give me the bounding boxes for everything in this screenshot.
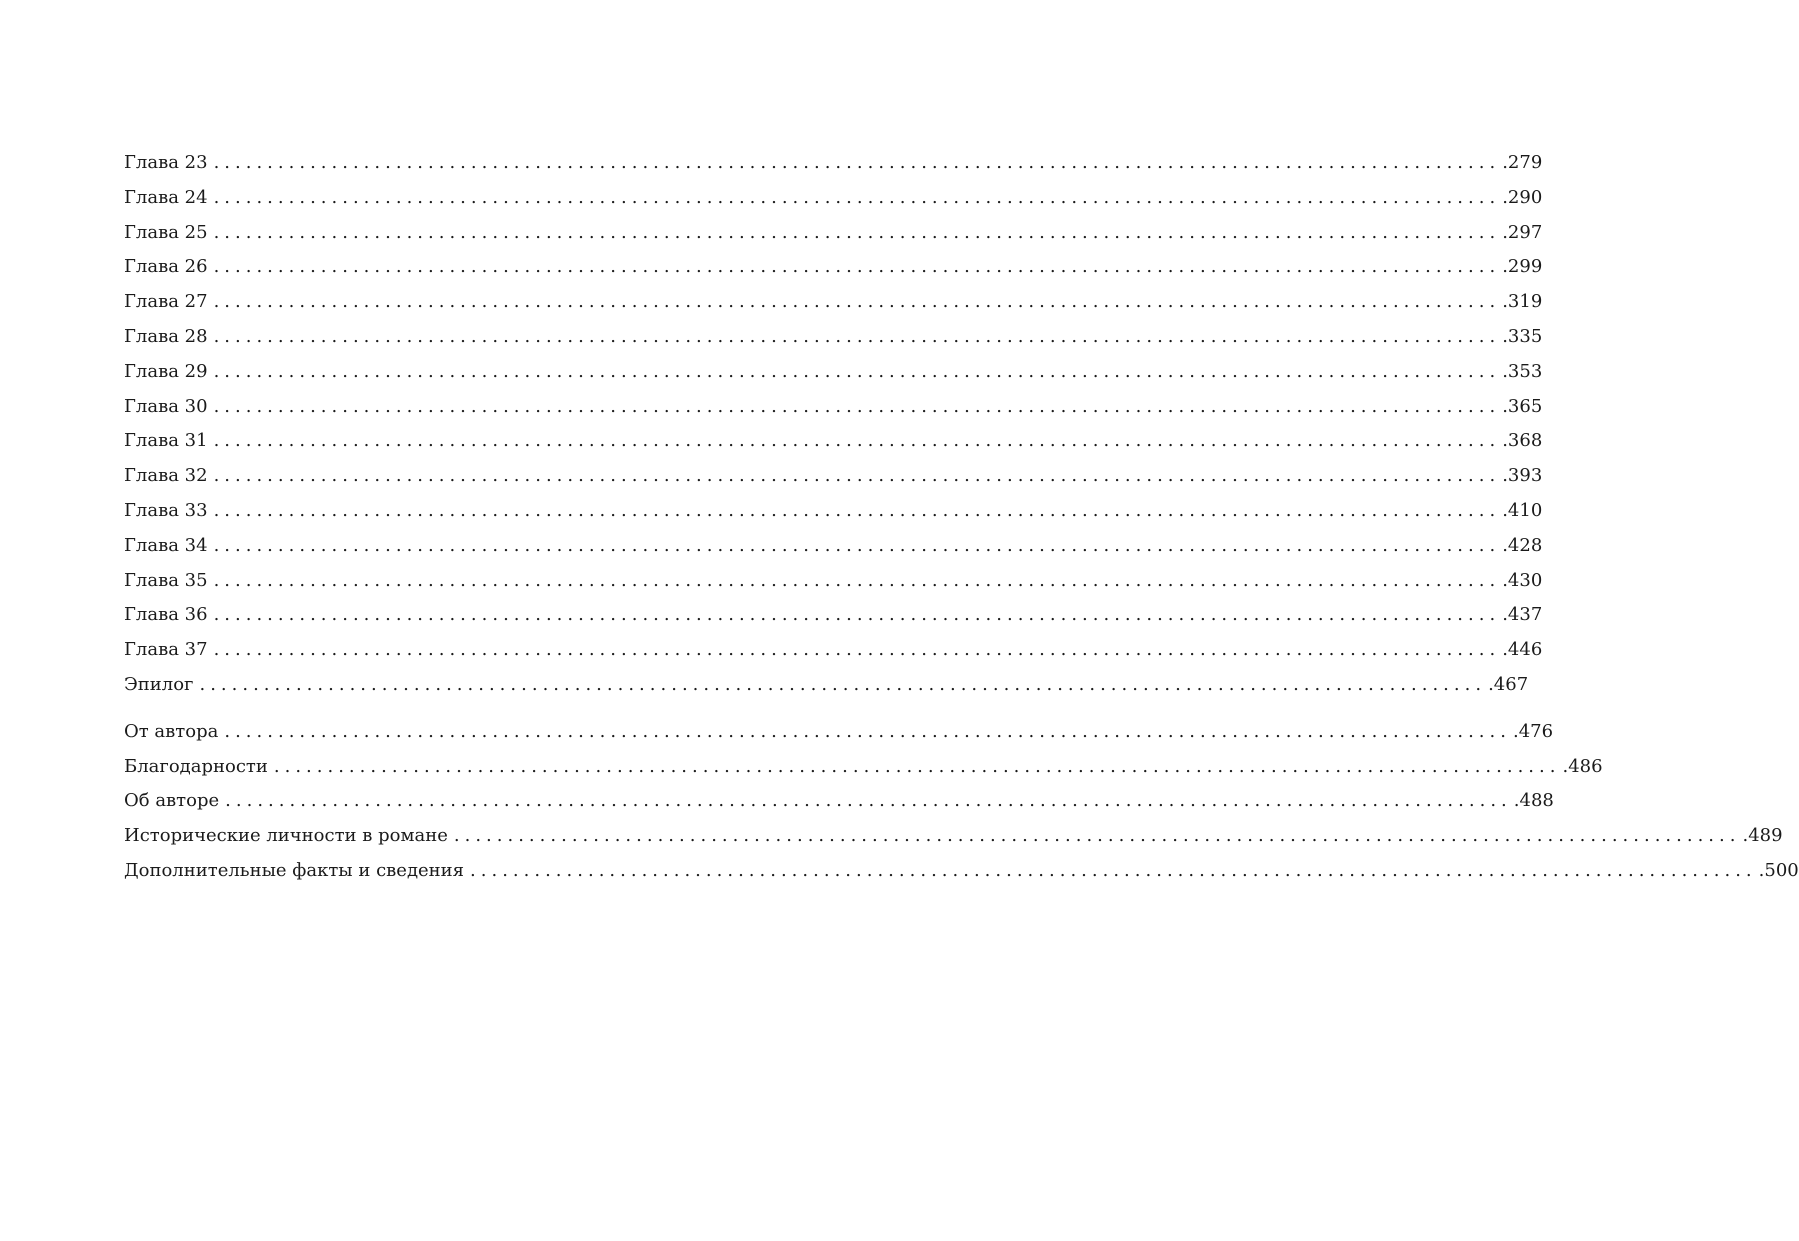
dot-leader: ........................................................................................................................ xyxy=(213,152,1501,173)
toc-entry-page: .428 xyxy=(1502,534,1543,556)
toc-entry-page: .446 xyxy=(1502,639,1543,661)
toc-entry-title: Глава 27 xyxy=(124,291,208,313)
dot-leader: ........................................................................................................................ xyxy=(225,790,1512,812)
dot-leader: ........................................................................................................................ xyxy=(213,499,1501,521)
toc-entry-page: .489 xyxy=(1742,825,1783,847)
dot-leader: ........................................................................................................................ xyxy=(199,673,1487,695)
toc-entry-title: Глава 24 xyxy=(124,186,208,208)
toc-entry-page: .279 xyxy=(1502,152,1543,173)
toc-entry-additional-facts[interactable] xyxy=(124,854,1799,889)
toc-entry-acknowledgements[interactable] xyxy=(124,750,1603,785)
dot-leader: ........................................................................................................................ xyxy=(213,604,1501,626)
toc-entry-title: Глава 29 xyxy=(124,360,208,382)
toc-entry-chapter-28[interactable] xyxy=(124,320,1543,355)
toc-entry-title: Глава 26 xyxy=(124,256,208,278)
toc-entry-title: Глава 25 xyxy=(124,221,208,243)
toc-entry-chapter-33[interactable] xyxy=(124,494,1543,529)
toc-entry-title: Глава 35 xyxy=(124,569,208,591)
toc-entry-chapter-35[interactable] xyxy=(124,564,1543,599)
dot-leader: ........................................................................................................................ xyxy=(213,639,1501,661)
toc-entry-chapter-24[interactable] xyxy=(124,181,1543,216)
toc-entry-page: .365 xyxy=(1502,395,1543,417)
toc-entry-title: Глава 28 xyxy=(124,325,208,347)
dot-leader: ........................................................................................................................ xyxy=(213,256,1501,278)
dot-leader: ........................................................................................................................ xyxy=(273,755,1561,777)
toc-entry-page: .467 xyxy=(1488,673,1529,695)
toc-entry-page: .290 xyxy=(1502,186,1543,208)
dot-leader: ........................................................................................................................ xyxy=(213,291,1501,313)
toc-entry-historical-figures[interactable] xyxy=(124,819,1783,854)
table-of-contents xyxy=(124,146,1799,889)
toc-entry-page: .299 xyxy=(1502,256,1543,278)
toc-entry-title: Глава 36 xyxy=(124,604,208,626)
toc-entry-title: Благодарности xyxy=(124,755,268,777)
toc-entry-page: .476 xyxy=(1512,720,1554,742)
toc-entry-title: Глава 30 xyxy=(124,395,208,417)
dot-leader: ........................................................................................................................ xyxy=(213,325,1501,347)
chapter-list xyxy=(124,146,1543,703)
dot-leader: ........................................................................................................................ xyxy=(213,534,1501,556)
dot-leader: ........................................................................................................................ xyxy=(213,221,1501,243)
toc-entry-page: .319 xyxy=(1502,291,1543,313)
dot-leader: ........................................................................................................................ xyxy=(470,859,1757,881)
toc-entry-title: Глава 33 xyxy=(124,499,208,521)
dot-leader: ........................................................................................................................ xyxy=(224,720,1511,742)
toc-entry-chapter-36[interactable] xyxy=(124,598,1543,633)
toc-entry-page: .297 xyxy=(1502,221,1543,243)
toc-entry-epilogue[interactable] xyxy=(124,668,1529,703)
dot-leader: ........................................................................................................................ xyxy=(453,825,1741,847)
toc-entry-chapter-30[interactable] xyxy=(124,390,1543,425)
appendix-list xyxy=(124,715,1799,889)
toc-entry-chapter-25[interactable] xyxy=(124,216,1543,251)
toc-entry-page: .486 xyxy=(1562,755,1603,777)
dot-leader: ........................................................................................................................ xyxy=(213,430,1501,452)
toc-entry-chapter-34[interactable] xyxy=(124,529,1543,564)
toc-entry-page: .430 xyxy=(1502,569,1543,591)
toc-entry-title: Глава 37 xyxy=(124,639,208,661)
toc-entry-page: .393 xyxy=(1502,465,1543,487)
toc-entry-page: .488 xyxy=(1513,790,1554,812)
toc-entry-chapter-37[interactable] xyxy=(124,633,1543,668)
toc-entry-title: Эпилог xyxy=(124,673,194,695)
toc-entry-from-author[interactable] xyxy=(124,715,1554,750)
toc-entry-title: Исторические личности в романе xyxy=(124,825,448,847)
toc-entry-about-author[interactable] xyxy=(124,784,1554,819)
toc-entry-page: .335 xyxy=(1502,325,1543,347)
toc-entry-page: .353 xyxy=(1502,360,1543,382)
toc-entry-page: .368 xyxy=(1502,430,1543,452)
toc-entry-chapter-26[interactable] xyxy=(124,250,1543,285)
dot-leader: ........................................................................................................................ xyxy=(213,569,1501,591)
toc-entry-title: От автора xyxy=(124,720,219,742)
toc-entry-page: .410 xyxy=(1502,499,1543,521)
dot-leader: ........................................................................................................................ xyxy=(213,360,1501,382)
dot-leader: ........................................................................................................................ xyxy=(213,186,1501,208)
toc-entry-page: .437 xyxy=(1502,604,1543,626)
dot-leader: ........................................................................................................................ xyxy=(213,395,1501,417)
toc-entry-chapter-27[interactable] xyxy=(124,285,1543,320)
toc-entry-title: Об авторе xyxy=(124,790,220,812)
toc-entry-title: Глава 23 xyxy=(124,152,208,173)
toc-entry-title: Глава 32 xyxy=(124,465,208,487)
toc-entry-title: Глава 31 xyxy=(124,430,208,452)
toc-entry-chapter-32[interactable] xyxy=(124,459,1543,494)
dot-leader: ........................................................................................................................ xyxy=(213,465,1501,487)
toc-entry-title: Дополнительные факты и сведения xyxy=(124,859,465,881)
toc-entry-chapter-23[interactable] xyxy=(124,146,1543,181)
toc-entry-title: Глава 34 xyxy=(124,534,208,556)
toc-entry-page: .500 xyxy=(1758,859,1799,881)
toc-entry-chapter-31[interactable] xyxy=(124,424,1543,459)
toc-entry-chapter-29[interactable] xyxy=(124,355,1543,390)
